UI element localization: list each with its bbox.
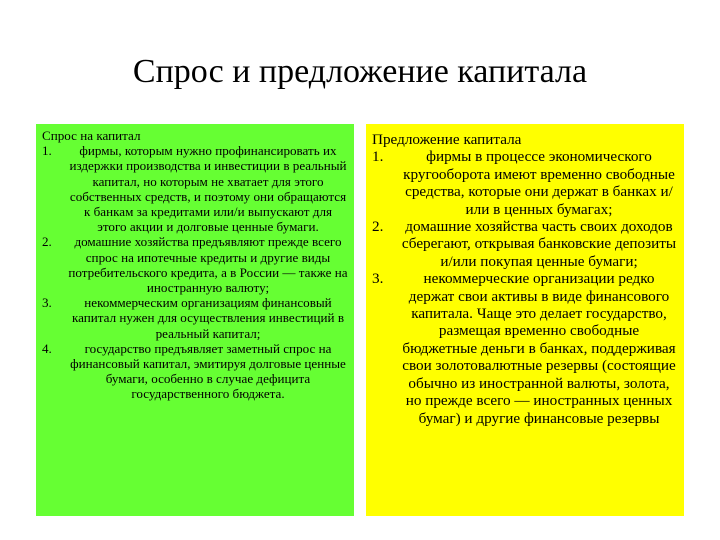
list-number: 2.: [42, 234, 52, 250]
supply-panel: [366, 124, 684, 516]
list-number: 1.: [42, 143, 52, 159]
list-item: [42, 295, 348, 341]
list-number: 1.: [372, 148, 384, 166]
demand-panel: [36, 124, 354, 516]
demand-list: [42, 143, 348, 401]
list-text: фирмы, которым нужно профинансировать их издержки производства и инвестиции в реальный капитал, но которым не хватает для этого собственных средств, и поэтому они обращаются к банкам за кредитами или/и выпускают для этого акции и долговые ценные бумаги.: [69, 143, 347, 235]
list-number: 3.: [372, 270, 384, 288]
list-number: 4.: [42, 340, 52, 356]
supply-heading: Предложение капитала: [372, 131, 522, 148]
list-text: некоммерческим организациям финансовый капитал нужен для осуществления инвестиций в реальный капитал;: [71, 295, 345, 341]
list-item: [42, 341, 348, 402]
list-item: [42, 143, 348, 234]
list-item: [372, 218, 678, 270]
list-item: [42, 234, 348, 295]
list-text: домашние хозяйства часть своих доходов сберегают, открывая банковские депозиты и/или покупая ценные бумаги;: [401, 218, 677, 270]
slide-title: Спрос и предложение капитала: [132, 53, 588, 90]
supply-list: [372, 148, 678, 427]
demand-heading: Спрос на капитал: [42, 128, 141, 143]
list-number: 2.: [372, 218, 384, 236]
list-text: некоммерческие организации редко держат свои активы в виде финансового капитала. Чаще это делает государство, размещая временно свободные бюджетные деньги в банках, поддерживая свои золотовалютные резервы (состоящие обычно из иностранной валюты, золота, но прежде всего — иностранных ценных бумаг) и другие финансовые резервы: [402, 270, 676, 427]
list-text: фирмы в процессе экономического кругооборота имеют временно свободные средства, которые они держат в банках и/или в ценных бумагах;: [403, 148, 675, 218]
list-item: [372, 270, 678, 427]
list-item: [372, 148, 678, 218]
list-number: 3.: [42, 295, 52, 311]
list-text: домашние хозяйства предъявляют прежде всего спрос на ипотечные кредиты и другие виды потребительского кредита, а в России — также на иностранную валюту;: [68, 234, 348, 296]
list-text: государство предъявляет заметный спрос на финансовый капитал, эмитируя долговые ценные бумаги, особенно в случае дефицита государственного бюджета.: [70, 340, 346, 402]
